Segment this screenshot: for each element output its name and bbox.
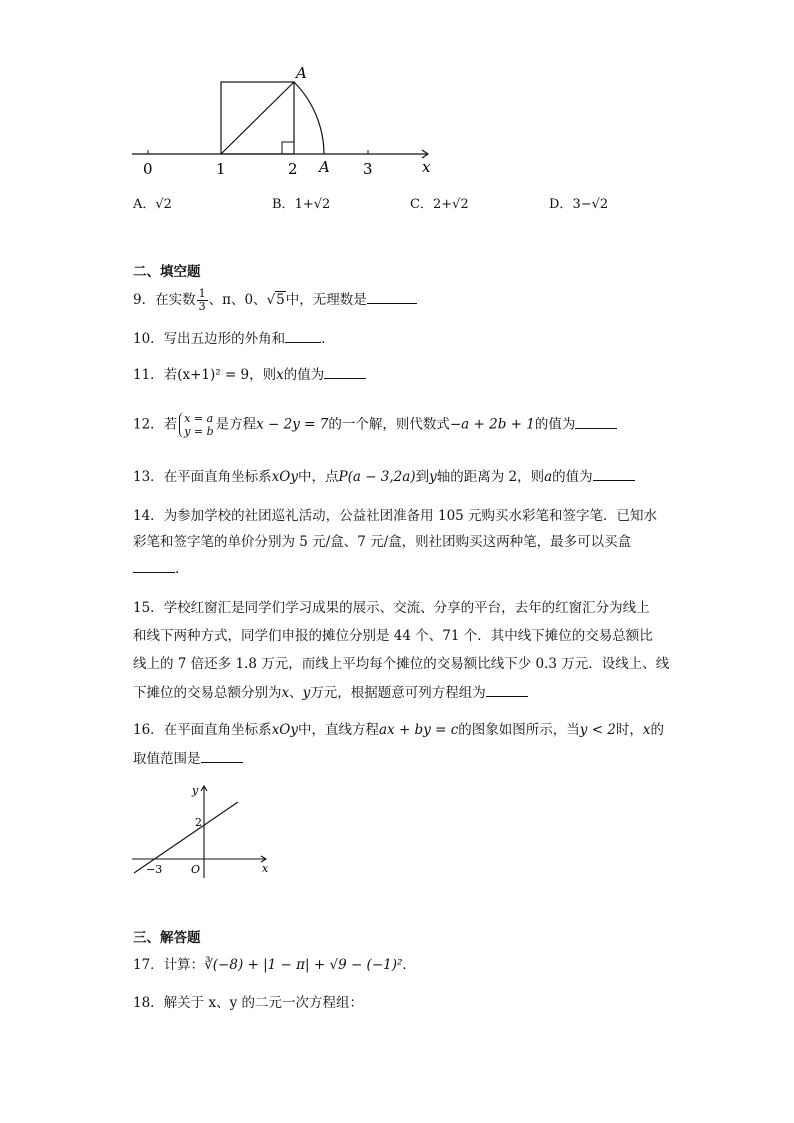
answer-blank: [575, 414, 617, 429]
point-a-axis-label: A: [319, 158, 330, 176]
equation-system-brace: x = a y = b: [179, 412, 213, 438]
question-11: 11．若(x+1)² = 9，则x的值为: [133, 364, 366, 385]
section-answer-title: 三、解答题: [133, 930, 201, 946]
x-axis-label: x: [262, 862, 269, 875]
question-15: 15．学校红窗汇是同学们学习成果的展示、交流、分享的平台，去年的红窗汇分为线上 和线下两种方式，同学们申报的摊位分别是 44 个、71 个．其中线下摊位的交易总额比 线上的 7 倍还多 1.8 万元，而线上平均每个摊位的交易额比线下少 0.3 万元．设线上、线 下摊位的交易总额分别为x、y万元，根据题意可列方程组为: [133, 600, 670, 701]
x-intercept-label: −3: [146, 863, 163, 876]
answer-blank: [201, 748, 243, 763]
point-a-top-label: A: [296, 64, 307, 82]
answer-blank: [324, 364, 366, 379]
option-c: C．2+√2: [410, 197, 469, 212]
question-13: 13．在平面直角坐标系xOy中，点P(a − 3,2a)到y轴的距离为 2，则a的值为: [133, 466, 635, 487]
section-fill-blank-title: 二、填空题: [133, 264, 201, 280]
y-axis-label: y: [192, 784, 199, 797]
option-d: D．3−√2: [549, 197, 609, 212]
answer-blank: [367, 289, 417, 304]
answer-blank: [593, 466, 635, 481]
question-18: 18．解关于 x、y 的二元一次方程组：: [133, 995, 364, 1011]
origin-label: O: [191, 863, 201, 876]
answer-blank: [285, 328, 321, 343]
line-graph-figure: [130, 780, 275, 880]
answer-blank: [486, 682, 528, 697]
tick-label-2: 2: [288, 160, 298, 178]
y-intercept-label: 2: [195, 816, 202, 829]
tick-label-0: 0: [143, 160, 153, 178]
x-axis-label: x: [422, 158, 431, 176]
question-16: 16．在平面直角坐标系xOy中，直线方程ax + by = c的图象如图所示，当y < 2时，x的 取值范围是: [133, 722, 665, 767]
number-line-figure: [128, 62, 438, 182]
question-12: 12．若 x = a y = b 是方程x − 2y = 7的一个解，则代数式−a + 2b + 1的值为: [133, 412, 617, 438]
question-10: 10．写出五边形的外角和 ．: [133, 328, 335, 349]
tick-label-1: 1: [216, 160, 226, 178]
tick-label-3: 3: [363, 160, 373, 178]
question-17: 17．计算：∛(−8) + |1 − π| + √9 − (−1)²．: [133, 957, 416, 973]
answer-blank: [133, 558, 175, 573]
option-b: B．1+√2: [272, 197, 331, 212]
question-9: 9．在实数 $\frac{1}{3}$ 、π、0、√5中，无理数是: [133, 288, 417, 313]
question-14: 14．为参加学校的社团巡礼活动，公益社团准备用 105 元购买水彩笔和签字笔．已知水 彩笔和签字笔的单价分别为 5 元/盒、7 元/盒，则社团购买这两种笔，最多可以买盒 ．: [133, 508, 658, 577]
option-a: A．√2: [133, 197, 172, 212]
